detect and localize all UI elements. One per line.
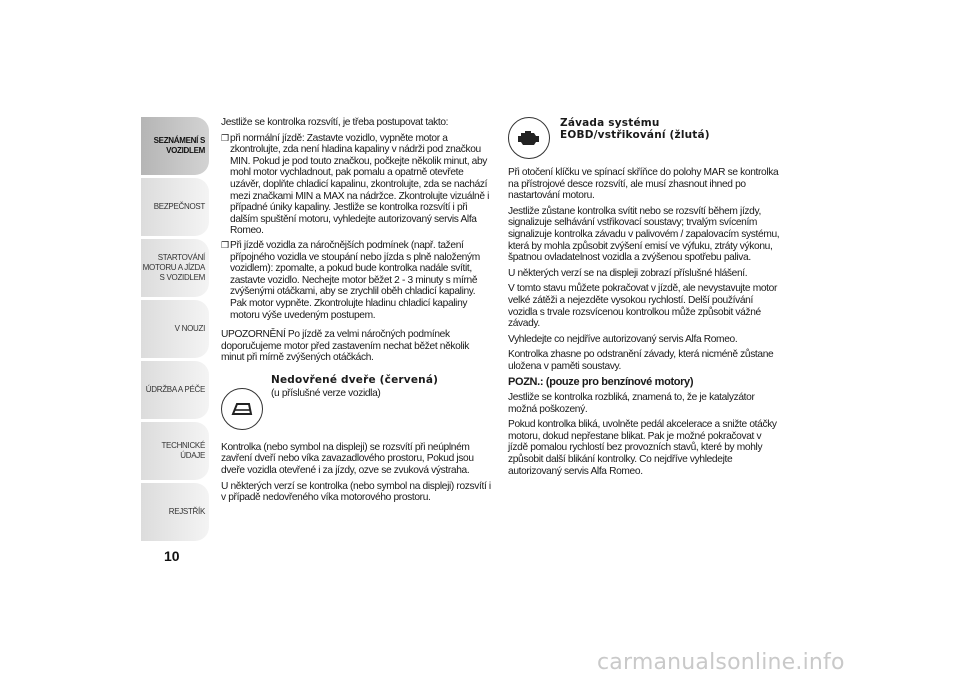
door-section-header (221, 374, 493, 430)
tab-bezpecnost[interactable]: BEZPEČNOST (141, 178, 209, 236)
checkbox-bullet-icon: ❒ (221, 132, 229, 143)
paragraph: V tomto stavu můžete pokračovat v jízdě, ale nevystavujte motor velké zátěži a nejezděte vysokou rychlostí. Delší používání vozidla s trvale rozsvícenou kontrolkou může způsobit vážné závady. (508, 283, 777, 330)
tab-seznameni[interactable]: SEZNÁMENÍ S VOZIDLEM (141, 117, 209, 175)
watermark: carmanualsonline.info (597, 650, 845, 675)
paragraph: Při otočení klíčku ve spínací skříňce do polohy MAR se kontrolka na přístrojové desce rozsvítí, ale musí zhasnout ihned po nastartování motoru. (508, 167, 779, 202)
list-item: ❒ Při jízdě vozidla za náročnějších podmínek (např. tažení přípojného vozidla ve stoupání nebo jízda s plně naloženým vozidlem): zpomalte, a pokud bude kontrolka nadále svítit, zastavte vozidlo. Nechejte motor běžet 2 - 3 minuty s mírně zvýšenými otáčkami, aby se zrychlil oběh chladicí kapaliny. Pak motor vypněte. Zkontrolujte hladinu chladicí kapaliny motoru výše uvedeným postupem. (221, 239, 480, 321)
list-item: ❒ při normální jízdě: Zastavte vozidlo, vypněte motor a zkontrolujte, zda není hladina kapaliny v nádrži pod značkou MIN. Pokud je pod touto značkou, počkejte několik minut, aby mohl motor vychladnout, pak pomalu a opatrně otevřete uzávěr, doplňte chladicí kapalinu, zkontrolujte, zda se nachází mezi značkami MIN a MAX na nádržce. Zkontrolujte vizuálně i případné úniky kapaliny. Jestliže se kontrolka rozsvítí i při dalším spuštění motoru, vyhledejte autorizovaný servis Alfa Romeo. (221, 132, 490, 237)
door-section-subtitle: (u příslušné verze vozidla) (271, 387, 381, 399)
paragraph: Kontrolka (nebo symbol na displeji) se rozsvítí při neúplném zavření dveří nebo víka zavazadlového prostoru, Pokud jsou dveře vozidla otevřené i za jízdy, ozve se zvuková výstraha. (221, 441, 474, 477)
tab-rejstrik[interactable]: REJSTŘÍK (141, 483, 209, 541)
page-number: 10 (164, 548, 180, 564)
checkbox-bullet-icon: ❒ (221, 239, 229, 250)
tab-v-nouzi[interactable]: V NOUZI (141, 300, 209, 358)
tab-startovani[interactable]: STARTOVÁNÍ MOTORU A JÍZDA S VOZIDLEM (141, 239, 209, 297)
paragraph: Vyhledejte co nejdříve autorizovaný servis Alfa Romeo. (508, 333, 738, 345)
chapter-tabs (141, 117, 209, 544)
right-column (508, 117, 782, 481)
left-column (221, 117, 493, 508)
paragraph: Pokud kontrolka bliká, uvolněte pedál akcelerace a snižte otáčky motoru, dokud nepřestane blikat. Pak je možné pokračovat v jízdě pomalou rychlostí bez provozních stavů, které by mohly způsobit další blikání kontrolky. Co nejdříve vyhledejte autorizovaný servis Alfa Romeo. (508, 419, 777, 477)
open-door-warning-icon (221, 388, 263, 430)
eobd-section-title-line1: Závada systému (560, 117, 660, 129)
paragraph: U některých verzí se na displeji zobrazí příslušné hlášení. (508, 267, 748, 279)
tab-technicke-udaje[interactable]: TECHNICKÉ ÚDAJE (141, 422, 209, 480)
note-title: POZN.: (pouze pro benzínové motory) (508, 375, 694, 388)
intro-text: Jestliže se kontrolka rozsvítí, je třeba postupovat takto: (221, 117, 449, 128)
paragraph: Jestliže zůstane kontrolka svítit nebo se rozsvítí během jízdy, signalizuje selhávání vstřikovací soustavy; trvalým svícením signalizuje kontrolka závadu v palivovém / zapalovacím systému, která by mohla způsobit zvýšení emisí ve výfuku, ztráty výkonu, špatnou ovladatelnost vozidla a zvýšenou spotřebu paliva. (508, 205, 780, 264)
paragraph: Kontrolka zhasne po odstranění závady, která nicméně zůstane uložena v paměti soustavy. (508, 349, 774, 372)
door-section-title: Nedovřené dveře (červená) (271, 373, 439, 386)
engine-warning-icon (508, 117, 550, 159)
paragraph: U některých verzí se kontrolka (nebo symbol na displeji) rozsvítí i v případě nedovřeného víka motorového prostoru. (221, 480, 491, 504)
warning-text: UPOZORNĚNÍ Po jízdě za velmi náročných podmínek doporučujeme motor před zastavením nechat běžet několik minut při mírně zvýšených otáčkách. (221, 329, 470, 364)
tab-udrzba[interactable]: ÚDRŽBA A PÉČE (141, 361, 209, 419)
eobd-section-header (508, 117, 782, 159)
eobd-section-title-line2: EOBD/vstřikování (žlutá) (560, 129, 710, 141)
paragraph: Jestliže se kontrolka rozbliká, znamená to, že je katalyzátor možná poškozený. (508, 392, 755, 415)
